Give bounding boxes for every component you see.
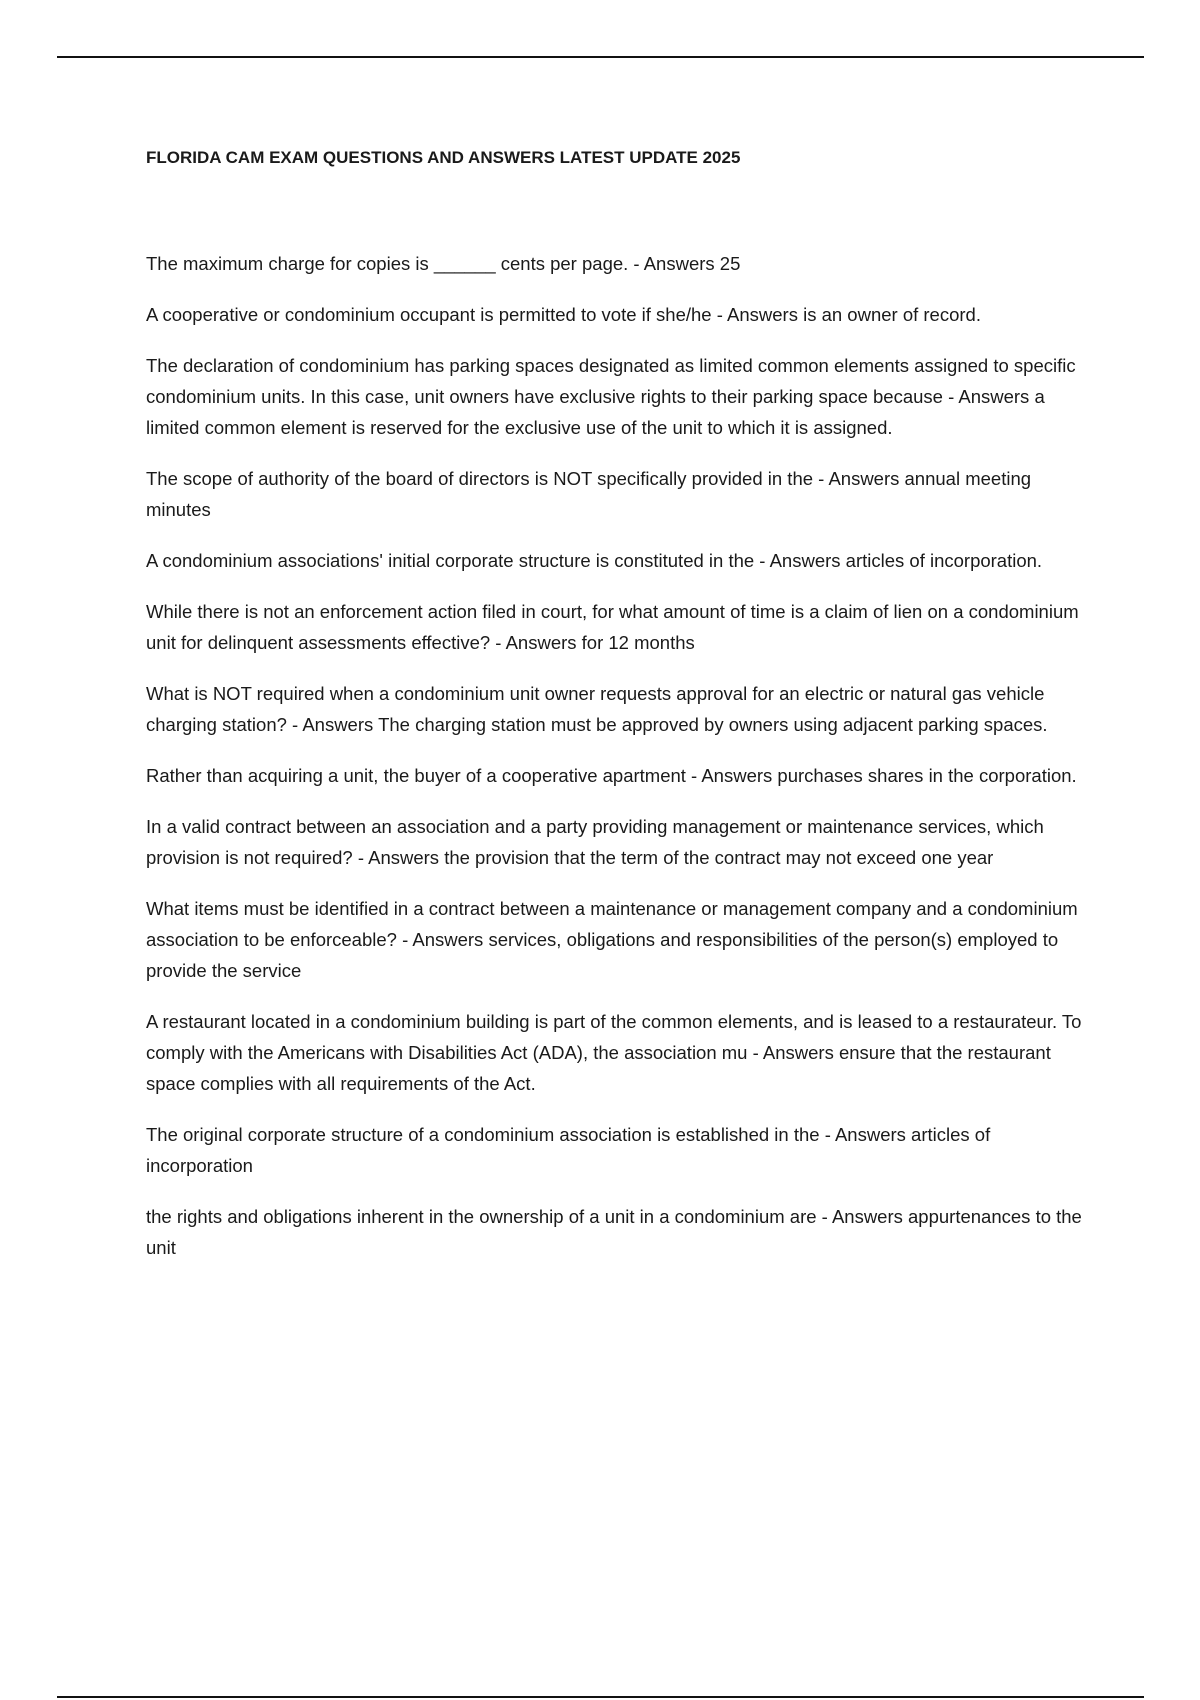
document-title: FLORIDA CAM EXAM QUESTIONS AND ANSWERS LATEST UPDATE 2025 — [146, 148, 741, 167]
header-rule — [57, 56, 1144, 58]
qa-item: The declaration of condominium has parking spaces designated as limited common elements assigned to specific condominium units. In this case, unit owners have exclusive rights to their parking space because - Answers a limited common element is reserved for the exclusive use of the unit to which it is assigned. — [146, 355, 1076, 438]
footer-rule — [57, 1696, 1144, 1698]
qa-list — [146, 248, 1086, 1283]
qa-item: the rights and obligations inherent in the ownership of a unit in a condominium are - Answers appurtenances to the unit — [146, 1206, 1082, 1258]
qa-item: The maximum charge for copies is ______ cents per page. - Answers 25 — [146, 253, 741, 274]
qa-item: The scope of authority of the board of directors is NOT specifically provided in the - Answers annual meeting minutes — [146, 468, 1032, 520]
qa-item: Rather than acquiring a unit, the buyer of a cooperative apartment - Answers purchases shares in the corporation. — [146, 765, 1077, 786]
qa-item: The original corporate structure of a condominium association is established in the - Answers articles of incorporation — [146, 1124, 991, 1176]
qa-item: A condominium associations' initial corporate structure is constituted in the - Answers articles of incorporation. — [146, 550, 1043, 571]
qa-item: A cooperative or condominium occupant is permitted to vote if she/he - Answers is an owner of record. — [146, 304, 981, 325]
qa-item: What items must be identified in a contract between a maintenance or management company and a condominium association to be enforceable? - Answers services, obligations and responsibilities of the person(s) employed to provide the service — [146, 898, 1078, 981]
qa-item: A restaurant located in a condominium building is part of the common elements, and is leased to a restaurateur. To comply with the Americans with Disabilities Act (ADA), the association mu - Answers ensure that the restaurant space complies with all requirements of the Act. — [146, 1011, 1082, 1094]
qa-item: In a valid contract between an association and a party providing management or maintenance services, which provision is not required? - Answers the provision that the term of the contract may not exceed one year — [146, 816, 1044, 868]
qa-item: What is NOT required when a condominium unit owner requests approval for an electric or natural gas vehicle charging station? - Answers The charging station must be approved by owners using adjacent parking spaces. — [146, 683, 1048, 735]
qa-item: While there is not an enforcement action filed in court, for what amount of time is a claim of lien on a condominium unit for delinquent assessments effective? - Answers for 12 months — [146, 601, 1079, 653]
